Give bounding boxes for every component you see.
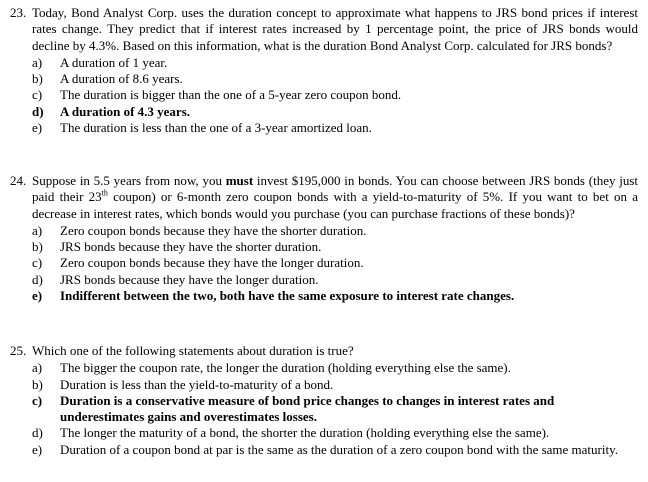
question-text: Today, Bond Analyst Corp. uses the duration concept to approximate what happens to JRS bond prices if interest rates change. They predict that if interest rates increased by 1 percentage point, the price of JRS bonds would decline by 4.3%. Based on this information, what is the duration Bond Analyst Corp. calculated for JRS bonds? <box>32 5 638 53</box>
option-b <box>10 239 638 255</box>
question-number: 23. <box>10 5 27 20</box>
option-c <box>10 87 638 103</box>
ordinal-superscript: th <box>101 188 108 198</box>
option-text: A duration of 1 year. <box>60 54 168 70</box>
option-e-correct <box>10 288 638 304</box>
option-text: Duration is less than the yield-to-maturity of a bond. <box>60 376 334 392</box>
option-letter: e) <box>32 441 43 457</box>
question-text-part: Suppose in 5.5 years from now, you <box>32 173 226 188</box>
emphasis-must: must <box>225 173 254 188</box>
option-e <box>10 442 638 458</box>
question-number: 25. <box>10 343 27 358</box>
option-a <box>10 55 638 71</box>
option-text: JRS bonds because they have the longer duration. <box>60 271 319 287</box>
option-list <box>10 360 638 458</box>
question-23 <box>10 5 638 136</box>
option-letter: d) <box>32 271 43 287</box>
option-text: Indifferent between the two, both have the same exposure to interest rate changes. <box>60 288 515 304</box>
option-text: JRS bonds because they have the shorter duration. <box>60 239 322 255</box>
option-text: Zero coupon bonds because they have the longer duration. <box>60 255 364 271</box>
option-d <box>10 425 638 441</box>
option-letter: d) <box>32 103 44 119</box>
option-letter: a) <box>32 222 43 238</box>
option-letter: d) <box>32 425 43 441</box>
question-text <box>32 173 638 222</box>
question-25 <box>10 343 638 458</box>
option-a <box>10 223 638 239</box>
option-b <box>10 71 638 87</box>
option-letter: b) <box>32 376 43 392</box>
option-text: The longer the maturity of a bond, the shorter the duration (holding everything else the same). <box>60 425 550 441</box>
option-list <box>10 223 638 304</box>
question-24 <box>10 173 638 304</box>
question-text-part: coupon) or 6-month zero coupon bonds with a yield-to-maturity of 5%. If you want to bet on a decrease in interest rates, which bonds would you purchase (you can purchase fractions of these bonds)? <box>32 189 638 221</box>
option-letter: a) <box>32 360 43 376</box>
option-list <box>10 55 638 136</box>
option-d <box>10 272 638 288</box>
option-letter: c) <box>32 255 43 271</box>
option-text: The bigger the coupon rate, the longer the duration (holding everything else the same). <box>60 360 511 376</box>
option-text: The duration is bigger than the one of a 5-year zero coupon bond. <box>60 87 402 103</box>
option-letter: b) <box>32 239 43 255</box>
option-text: A duration of 8.6 years. <box>60 71 183 87</box>
option-text: The duration is less than the one of a 3-year amortized loan. <box>60 120 372 136</box>
option-a <box>10 360 638 376</box>
option-text: A duration of 4.3 years. <box>60 103 190 119</box>
option-letter: e) <box>32 120 43 136</box>
option-b <box>10 377 638 393</box>
option-c <box>10 255 638 271</box>
option-text: Duration of a coupon bond at par is the same as the duration of a zero coupon bond with the same maturity. <box>60 441 619 457</box>
option-letter: c) <box>32 87 43 103</box>
question-text-part: invest $195,000 in bonds. You can choose between JRS bonds (they just paid their 23 <box>32 173 638 205</box>
option-letter: b) <box>32 71 43 87</box>
option-c-correct <box>10 393 638 426</box>
option-d-correct <box>10 104 638 120</box>
option-text: Zero coupon bonds because they have the shorter duration. <box>60 222 367 238</box>
option-letter: e) <box>32 288 43 304</box>
option-e <box>10 120 638 136</box>
option-text: Duration is a conservative measure of bond price changes to changes in interest rates and underestimates gains and overestimates losses. <box>60 392 555 425</box>
option-letter: c) <box>32 392 43 408</box>
question-text: Which one of the following statements about duration is true? <box>32 343 354 358</box>
option-letter: a) <box>32 54 43 70</box>
question-number: 24. <box>10 173 27 188</box>
